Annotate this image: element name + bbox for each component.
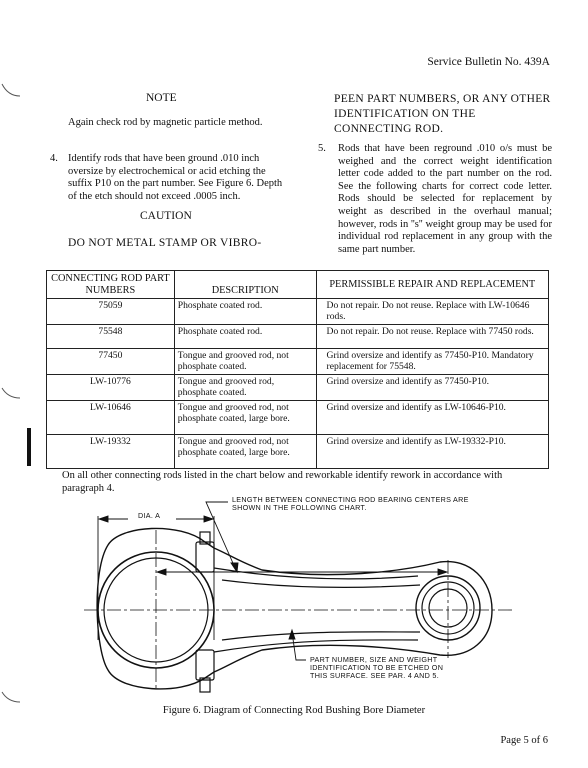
length-callout: LENGTH BETWEEN CONNECTING ROD BEARING CENTERS ARE SHOWN IN THE FOLLOWING CHART. [232,495,469,512]
cell-repair: Do not repair. Do not reuse. Replace with 77450 rods. [316,325,548,349]
header-part-numbers: CONNECTING ROD PART NUMBERS [47,271,175,299]
cell-description: Phosphate coated rod. [174,325,316,349]
cell-part: LW-10646 [47,401,175,435]
caution-text: DO NOT METAL STAMP OR VIBRO- [68,237,262,249]
cell-part: 75548 [47,325,175,349]
cell-repair: Grind oversize and identify as 77450-P10. [316,375,548,401]
note-heading: NOTE [146,92,177,104]
page-number: Page 5 of 6 [500,735,548,746]
item-5-number: 5. [318,143,326,154]
cell-description: Tongue and grooved rod, phosphate coated. [174,375,316,401]
cell-description: Phosphate coated rod. [174,299,316,325]
cell-part: 75059 [47,299,175,325]
item-4-number: 4. [50,153,58,164]
item-4-text: Identify rods that have been ground .010 inch oversize by electrochemical or acid etching the suffix P10 on the part number. See Figure 6. Depth of the etch should not exceed .0005 inch. [68,153,283,202]
figure-caption: Figure 6. Diagram of Connecting Rod Bushing Bore Diameter [162,705,426,716]
cell-description: Tongue and grooved rod, not phosphate coated. [174,349,316,375]
cell-repair: Grind oversize and identify as 77450-P10. Mandatory replacement for 75548. [316,349,548,375]
cell-part: 77450 [47,349,175,375]
table-row [47,375,549,401]
table-row [47,435,549,469]
part-number-callout: PART NUMBER, SIZE AND WEIGHT IDENTIFICATION TO BE ETCHED ON THIS SURFACE. SEE PAR. 4 AND 5. [310,655,444,680]
cell-part: LW-19332 [47,435,175,469]
cell-repair: Grind oversize and identify as LW-19332-P10. [316,435,548,469]
cell-part: LW-10776 [47,375,175,401]
dia-a-label: DIA. A [138,511,161,520]
connecting-rod-diagram [0,490,588,705]
cell-description: Tongue and grooved rod, not phosphate coated, large bore. [174,401,316,435]
bulletin-number: Service Bulletin No. 439A [427,56,550,68]
table-row [47,299,549,325]
cell-repair: Grind oversize and identify as LW-10646-P10. [316,401,548,435]
binding-marks [0,0,24,768]
header-description: DESCRIPTION [174,271,316,299]
table-row [47,401,549,435]
revision-bar [27,428,31,466]
item-5-text: Rods that have been reground .010 o/s must be weighed and the correct weight identification letter code added to the part number on the rod. See the following charts for correct code letter. Rods should be selected for replacement by weight as described in the overhaul manual; however, rods in ''s'' weight group may be used for individual rod replacement in any group with the same part number. [338,143,552,255]
caution-continued: PEEN PART NUMBERS, OR ANY OTHER IDENTIFICATION ON THE CONNECTING ROD. [334,93,551,135]
header-repair: PERMISSIBLE REPAIR AND REPLACEMENT [316,271,548,299]
cell-repair: Do not repair. Do not reuse. Replace with LW-10646 rods. [316,299,548,325]
cell-description: Tongue and grooved rod, not phosphate coated, large bore. [174,435,316,469]
table-row [47,325,549,349]
connecting-rod-table [46,270,549,469]
note-text: Again check rod by magnetic particle method. [68,117,263,128]
rework-paragraph: On all other connecting rods listed in the chart below and reworkable identify rework in accordance with paragraph 4. [62,470,503,494]
caution-heading: CAUTION [140,210,192,222]
table-row [47,349,549,375]
